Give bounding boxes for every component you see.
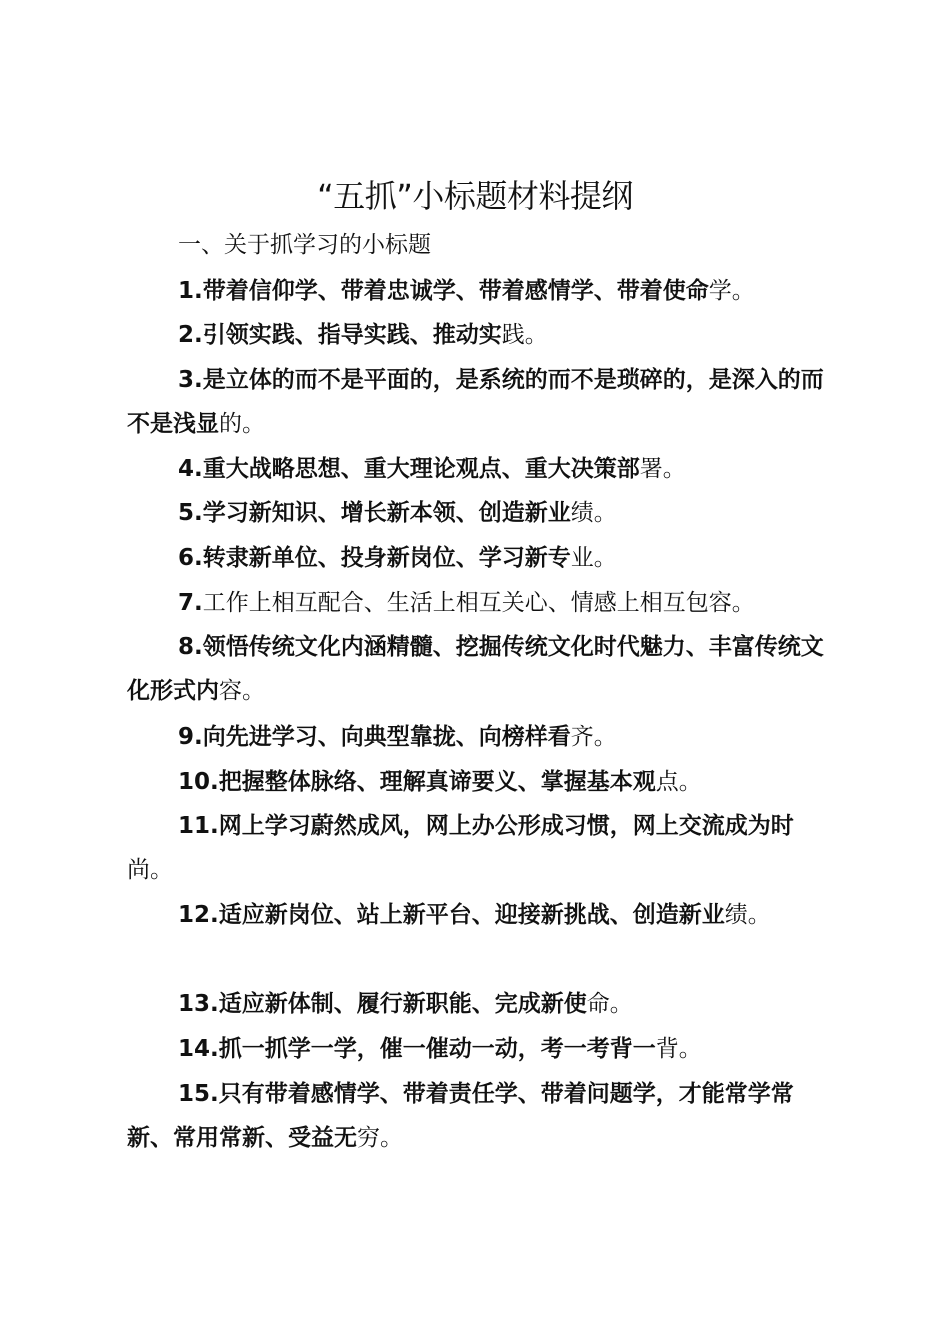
item-text-normal: 命。 xyxy=(586,991,633,1017)
item-text-normal: 署。 xyxy=(639,456,686,482)
item-text-normal: 穷。 xyxy=(357,1125,403,1151)
item-text-normal: 绩。 xyxy=(570,500,617,526)
item-text-bold: 3.是立体的而不是平面的，是系统的而不是琐碎的，是深入的而不是浅显 xyxy=(127,367,824,437)
item-text-normal: 工作上相互配合、生活上相互关心、情感上相互包容。 xyxy=(202,590,755,616)
item-text-normal: 背。 xyxy=(655,1036,702,1062)
list-item xyxy=(127,313,827,357)
item-text-normal: 践。 xyxy=(501,322,548,348)
list-item xyxy=(127,715,827,759)
list-item xyxy=(127,625,827,713)
item-text-bold: 5.学习新知识、增长新本领、创造新业 xyxy=(178,500,571,526)
list-item xyxy=(127,1072,827,1160)
item-text-bold: 8.领悟传统文化内涵精髓、挖掘传统文化时代魅力、丰富传统文化形式内 xyxy=(127,634,824,704)
document-title: “五抓”小标题材料提纲 xyxy=(317,177,633,215)
item-text-bold: 1.带着信仰学、带着忠诚学、带着感情学、带着使命 xyxy=(178,278,709,304)
item-text-normal: 业。 xyxy=(570,545,617,571)
item-text-bold: 4.重大战略思想、重大理论观点、重大决策部 xyxy=(178,456,640,482)
item-text-bold: 12.适应新岗位、站上新平台、迎接新挑战、创造新业 xyxy=(178,902,725,928)
item-text-normal: 点。 xyxy=(655,769,702,795)
list-item xyxy=(127,893,827,937)
list-item xyxy=(127,1027,827,1071)
item-text-bold: 2.引领实践、指导实践、推动实 xyxy=(178,322,502,348)
list-item xyxy=(127,491,827,535)
list-item xyxy=(127,760,827,804)
list-item xyxy=(127,581,827,625)
list-item xyxy=(127,536,827,580)
item-text-bold: 15.只有带着感情学、带着责任学、带着问题学，才能常学常新、常用常新、受益无 xyxy=(127,1081,794,1151)
item-text-normal: 绩。 xyxy=(724,902,771,928)
item-text-normal: 容。 xyxy=(219,678,265,704)
section-heading: 一、关于抓学习的小标题 xyxy=(178,232,431,258)
item-text-bold: 9.向先进学习、向典型靠拢、向榜样看 xyxy=(178,724,571,750)
list-item xyxy=(127,358,827,446)
item-text-normal: 的。 xyxy=(219,411,265,437)
item-text-bold: 7. xyxy=(178,590,203,616)
item-text-bold: 11.网上学习蔚然成风，网上办公形成习惯，网上交流成为时 xyxy=(178,813,794,839)
list-item xyxy=(127,982,827,1026)
item-text-normal: 学。 xyxy=(708,278,755,304)
list-item xyxy=(127,447,827,491)
item-text-bold: 14.抓一抓学一学，催一催动一动，考一考背一 xyxy=(178,1036,656,1062)
list-item xyxy=(127,269,827,313)
item-text-normal: 齐。 xyxy=(570,724,617,750)
list-item xyxy=(127,804,827,892)
item-text-bold: 13.适应新体制、履行新职能、完成新使 xyxy=(178,991,587,1017)
item-text-bold: 6.转隶新单位、投身新岗位、学习新专 xyxy=(178,545,571,571)
item-text-normal: 尚。 xyxy=(127,857,173,883)
item-text-bold: 10.把握整体脉络、理解真谛要义、掌握基本观 xyxy=(178,769,656,795)
